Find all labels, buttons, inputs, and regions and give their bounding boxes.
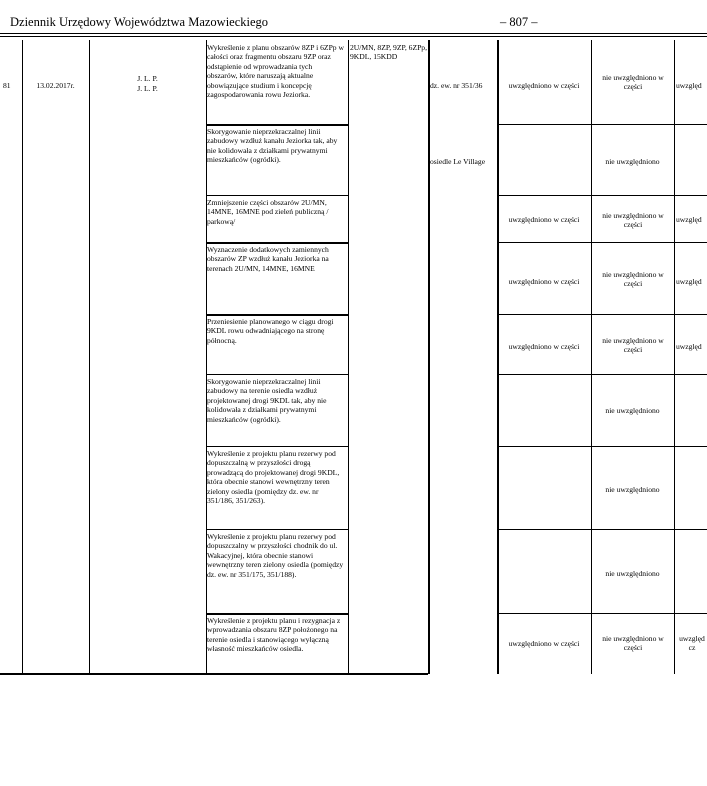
column-divider xyxy=(497,40,499,674)
page-number: – 807 – xyxy=(500,15,538,29)
decision-extra: uwzględ xyxy=(676,342,702,351)
decision-wojt: uwzględniono w części xyxy=(508,639,580,648)
remark-description: Wykreślenie z projektu planu rezerwy pod dopuszczalny w przyszłości chodnik do ul. Wakacyjnej, która obecnie stanowi wewnętrzny teren zielony osiedla (pomiędzy dz. ew. nr 351/175, 351/188). xyxy=(207,532,344,579)
row-divider xyxy=(497,374,707,375)
decision-rada: nie uwzględniono xyxy=(605,157,660,166)
row-divider xyxy=(206,374,348,375)
decision-wojt: uwzględniono w części xyxy=(508,215,580,224)
decision-rada: nie uwzględniono w części xyxy=(602,634,664,653)
row-divider xyxy=(497,195,707,196)
decision-rada: nie uwzględniono w części xyxy=(602,73,664,92)
submitter-name: J. L. P. xyxy=(137,74,158,83)
column-divider xyxy=(22,40,23,674)
decision-rada: nie uwzględniono xyxy=(605,485,660,494)
header-rule xyxy=(0,33,707,34)
row-divider xyxy=(206,124,348,126)
remark-description: Skorygowanie nieprzekraczalnej linii zabudowy na terenie osiedla wzdłuż projektowanej drogi 9KDL tak, aby nie kolidowała z działkami prywatnymi mieszkańców (ogródki). xyxy=(207,377,327,424)
row-divider xyxy=(206,613,348,615)
parcel-number: dz. ew. nr 351/36 xyxy=(430,81,483,90)
column-divider xyxy=(591,40,592,674)
journal-title: Dziennik Urzędowy Województwa Mazowieckiego xyxy=(10,15,269,29)
row-divider xyxy=(497,124,707,125)
row-divider xyxy=(206,529,348,530)
decision-rada: nie uwzględniono w części xyxy=(602,270,664,289)
decision-rada: nie uwzględniono w części xyxy=(602,211,664,230)
remark-description: Skorygowanie nieprzekraczalnej linii zabudowy wzdłuż kanału Jeziorka tak, aby nie kolidowała z działkami prywatnymi mieszkańców (ogródki). xyxy=(207,127,338,165)
column-divider xyxy=(674,40,675,674)
column-divider xyxy=(348,40,349,674)
submission-date: 13.02.2017r. xyxy=(36,81,75,90)
decision-wojt: uwzględniono w części xyxy=(508,81,580,90)
decision-wojt: uwzględniono w części xyxy=(508,342,580,351)
page-header xyxy=(0,0,707,40)
location-name: osiedle Le Village xyxy=(430,157,486,166)
table-bottom-border xyxy=(0,673,428,675)
decision-rada: nie uwzględniono w części xyxy=(602,336,664,355)
remark-description: Wykreślenie z projektu planu rezerwy pod dopuszczalną w przyszłości drogą prowadzącą do projektowanej drogi 9KDL, która obecnie stanowi wewnętrzny teren zielony osiedla (pomiędzy dz. ew. nr 351/186, 351/263). xyxy=(207,449,340,506)
row-divider xyxy=(206,446,348,447)
remarks-table xyxy=(0,40,707,674)
row-divider xyxy=(497,314,707,315)
row-divider xyxy=(497,529,707,530)
row-divider xyxy=(497,613,707,614)
decision-rada: nie uwzględniono xyxy=(605,569,660,578)
remark-description: Przeniesienie planowanego w ciągu drogi 9KDL rowu odwadniającego na stronę północną. xyxy=(207,317,334,345)
row-number: 81 xyxy=(3,81,11,90)
header-rule-secondary xyxy=(0,36,707,37)
decision-extra: uwzględ xyxy=(676,81,702,90)
zone-designations: 2U/MN, 8ZP, 9ZP, 6ZPp, 9KDL, 15KDD xyxy=(350,43,428,62)
row-divider xyxy=(206,195,348,196)
remark-description: Wykreślenie z planu obszarów 8ZP i 6ZPp w całości oraz fragmentu obszaru 9ZP oraz odstąpienie od wprowadzania tych obszarów, które naruszają aktualne obowiązujące studium i koncepcję zagospodarowania rowu Jeziorka. xyxy=(207,43,344,100)
decision-extra: uwzględ xyxy=(676,215,702,224)
row-divider xyxy=(497,446,707,447)
submitter-name-2: J. L. P. xyxy=(137,84,158,93)
row-divider xyxy=(206,314,348,316)
column-divider xyxy=(428,40,430,674)
decision-wojt: uwzględniono w części xyxy=(508,277,580,286)
row-divider xyxy=(497,242,707,243)
decision-extra: uwzględ cz xyxy=(679,634,705,653)
decision-rada: nie uwzględniono xyxy=(605,406,660,415)
remark-description: Wykreślenie z projektu planu i rezygnacja z wprowadzania obszaru 8ZP położonego na terenie osiedla i stanowiącego wyłączną własność mieszkańców osiedla. xyxy=(207,616,341,654)
decision-extra: uwzględ xyxy=(676,277,702,286)
remark-description: Wyznaczenie dodatkowych zamiennych obszarów ZP wzdłuż kanału Jeziorka na terenach 2U/MN, 14MNE, 16MNE xyxy=(207,245,329,273)
remark-description: Zmniejszenie części obszarów 2U/MN, 14MNE, 16MNE pod zieleń publiczną / parkową/ xyxy=(207,198,329,226)
row-divider xyxy=(206,242,348,244)
column-divider xyxy=(89,40,90,674)
